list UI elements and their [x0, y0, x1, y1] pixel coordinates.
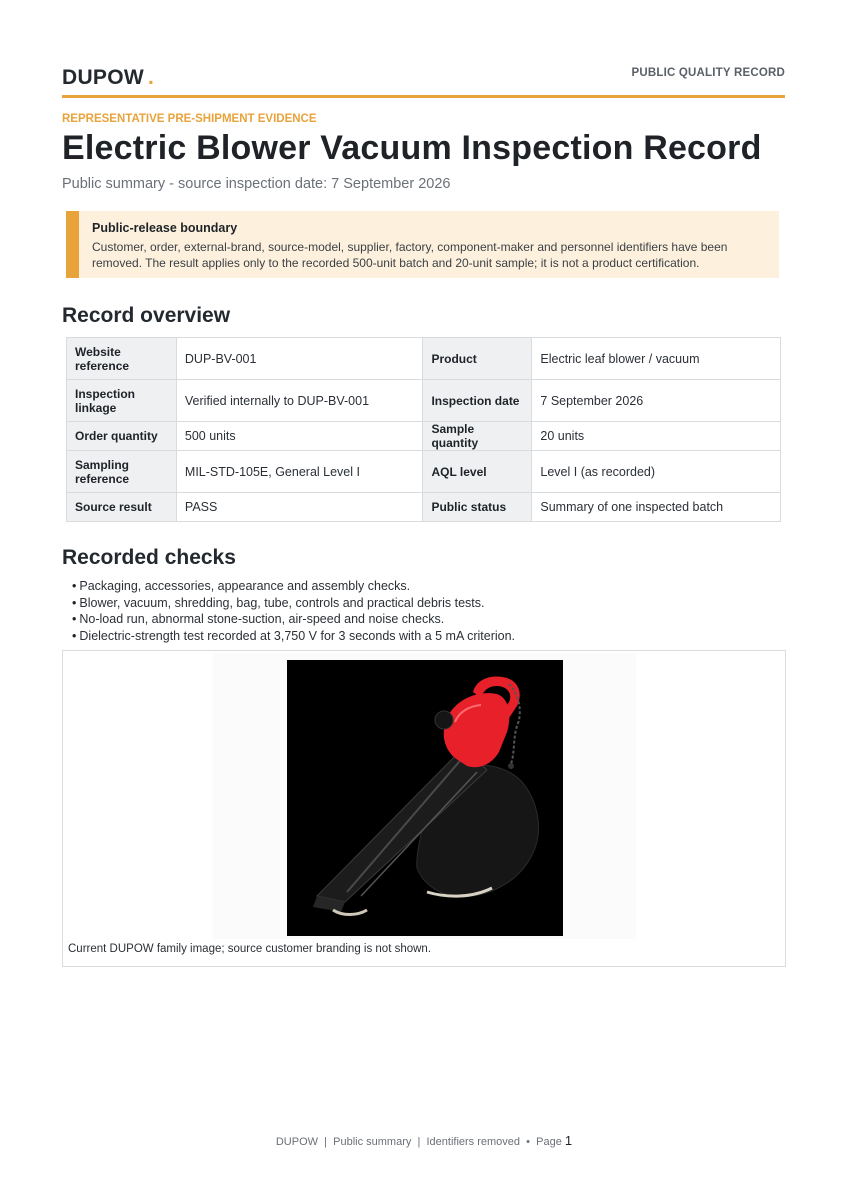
footer-summary: Public summary: [333, 1136, 412, 1148]
row-key: Public status: [423, 493, 532, 522]
page-title: Electric Blower Vacuum Inspection Record: [62, 129, 762, 167]
row-value: DUP-BV-001: [176, 338, 423, 380]
row-value: 500 units: [176, 422, 423, 451]
blower-vacuum-image: [287, 660, 563, 936]
release-boundary-notice: [66, 211, 779, 278]
footer-separator: |: [324, 1136, 327, 1148]
page-subtitle: Public summary - source inspection date: 7 September 2026: [62, 176, 451, 192]
row-key: Sample quantity: [423, 422, 532, 451]
page-header: [62, 64, 785, 98]
row-key: Order quantity: [67, 422, 177, 451]
header-tag: PUBLIC QUALITY RECORD: [631, 67, 785, 79]
table-row: [67, 380, 781, 422]
row-value: Summary of one inspected batch: [532, 493, 781, 522]
row-value: 20 units: [532, 422, 781, 451]
footer-page-label: Page: [536, 1136, 562, 1148]
list-item-text: Blower, vacuum, shredding, bag, tube, controls and practical debris tests.: [79, 595, 485, 610]
brand-logo: [62, 66, 154, 90]
list-item: [72, 628, 515, 645]
overview-table: [66, 337, 781, 522]
row-value: Verified internally to DUP-BV-001: [176, 380, 423, 422]
product-figure: [62, 650, 786, 967]
eyebrow-label: REPRESENTATIVE PRE-SHIPMENT EVIDENCE: [62, 113, 317, 125]
footer-bullet: •: [526, 1136, 531, 1148]
row-value: PASS: [176, 493, 423, 522]
notice-body: Customer, order, external-brand, source-model, supplier, factory, component-maker and personnel identifiers have been removed. The result applies only to the recorded 500-unit batch and 20-unit sample; it is not a product certification.: [92, 240, 728, 270]
notice-title: Public-release boundary: [92, 221, 238, 235]
row-key: Inspection date: [423, 380, 532, 422]
checks-list: [72, 578, 515, 644]
footer-removed: Identifiers removed: [426, 1136, 521, 1148]
row-key: Sampling reference: [67, 451, 177, 493]
list-item-text: No-load run, abnormal stone-suction, air-speed and noise checks.: [79, 612, 445, 626]
table-row: [67, 422, 781, 451]
row-key: AQL level: [423, 451, 532, 493]
table-row: [67, 451, 781, 493]
checks-heading: Recorded checks: [62, 546, 236, 569]
row-value: 7 September 2026: [532, 380, 781, 422]
figure-caption: Current DUPOW family image; source customer branding is not shown.: [68, 943, 432, 955]
row-key: Product: [423, 338, 532, 380]
footer-brand: DUPOW: [275, 1136, 319, 1148]
list-item: [72, 595, 515, 612]
row-key: Inspection linkage: [67, 380, 177, 422]
row-value: MIL-STD-105E, General Level I: [176, 451, 423, 493]
footer-separator: |: [417, 1136, 421, 1148]
row-value: Level I (as recorded): [532, 451, 781, 493]
table-row: [67, 493, 781, 522]
table-row: [67, 338, 781, 380]
list-item-text: Dielectric-strength test recorded at 3,750 V for 3 seconds with a 5 mA criterion.: [79, 628, 516, 643]
logo-dot: .: [148, 66, 155, 89]
row-key: Source result: [67, 493, 177, 522]
footer-page-number: 1: [564, 1133, 573, 1148]
logo-text: DUPOW: [62, 66, 144, 89]
page-footer: [0, 1133, 848, 1148]
product-photo: [287, 660, 563, 936]
overview-heading: Record overview: [62, 304, 231, 327]
row-key: Website reference: [67, 338, 177, 380]
list-item: [72, 611, 515, 628]
list-item: [72, 578, 515, 595]
list-item-text: Packaging, accessories, appearance and assembly checks.: [79, 579, 411, 593]
row-value: Electric leaf blower / vacuum: [532, 338, 781, 380]
